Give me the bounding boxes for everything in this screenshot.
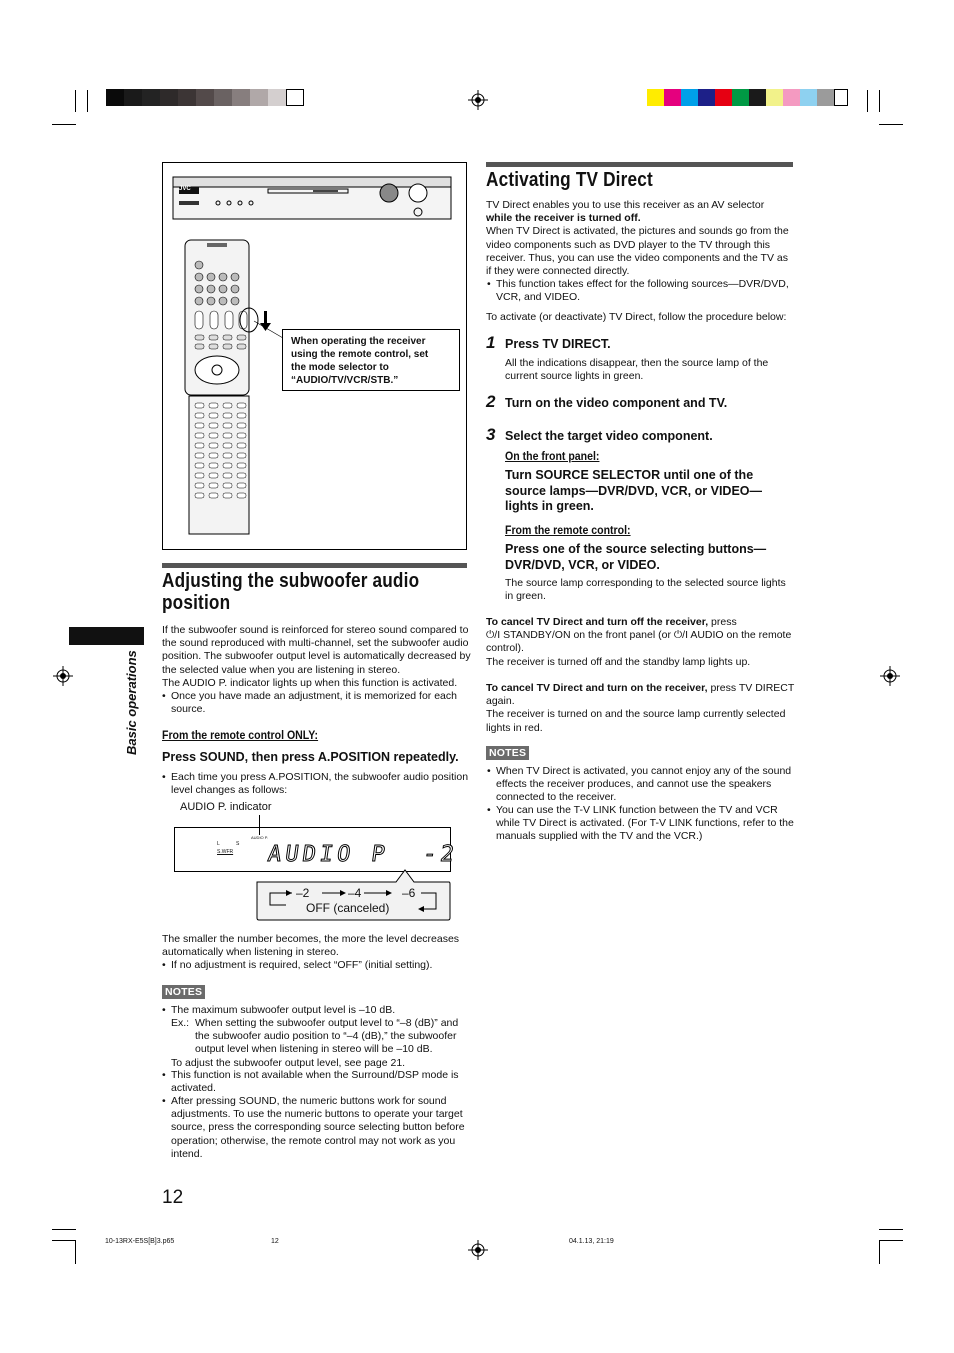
remote-instruction: Press one of the source selecting buttons— DVR/DVD, VCR, or VIDEO. [505, 542, 767, 572]
front-panel-label: On the front panel: [505, 449, 600, 463]
remote-control-label: From the remote control: [505, 523, 631, 537]
list-item: • Each time you press A.POSITION, the subwoofer audio position level changes as follows: [171, 771, 468, 797]
registration-mark-icon [468, 1240, 488, 1260]
list-item: • This function takes effect for the following sources—DVR/DVD, VCR, and VIDEO. [496, 278, 789, 304]
footer-file: 10-13RX-E5S[B]3.p65 [105, 1238, 175, 1245]
step-number: 1 [486, 333, 496, 352]
section-sidebar-label: Basic operations [124, 650, 139, 755]
crop-mark [879, 1240, 903, 1241]
press-instruction: Press SOUND, then press A.POSITION repeatedly. [162, 750, 459, 764]
section-rule [162, 563, 467, 568]
step-title: Turn on the video component and TV. [505, 396, 728, 410]
crop-mark [75, 90, 76, 112]
remote-only-label: From the remote control ONLY: [162, 728, 319, 742]
section-title-subwoofer: Adjusting the subwoofer audio position [162, 570, 420, 614]
crop-mark [52, 1229, 76, 1230]
remote-description: The source lamp corresponding to the selected source lights in green. [505, 577, 786, 603]
cycle-off: OFF (canceled) [306, 901, 390, 915]
section-tab-block [69, 627, 144, 645]
registration-mark-icon [53, 666, 73, 686]
note-item: • When TV Direct is activated, you cannot enjoy any of the sound effects the receiver produces, and cannot use the speakers connected to the receiver. [496, 765, 791, 805]
crop-mark [52, 124, 76, 125]
level-explanation: The smaller the number becomes, the more the level decreases automatically when listening in stereo. [162, 933, 460, 959]
note-item: • You can use the T-V LINK function between the TV and VCR while TV Direct is activated. (For T-V LINK functions, refer to the manuals supplied with the TV and the VCR.) [496, 804, 794, 844]
display-panel: L S S.WFR AUDIO P. AUDIO P -2 [174, 827, 451, 872]
footer-date: 04.1.13, 21:19 [569, 1238, 614, 1245]
list-item: • If no adjustment is required, select “OFF” (initial setting). [171, 959, 432, 972]
step-number: 3 [486, 425, 496, 444]
subwoofer-intro: If the subwoofer sound is reinforced for stereo sound compared to the sound reproduced with multi-channel, set the subwoofer audio position. The subwoofer output level is automatically decreased by the selected value when you are listening in stereo. The AUDIO P. indicator lights up when this function is activated. [162, 624, 471, 689]
notes-badge: NOTES [162, 985, 205, 999]
note-example: Ex.: When setting the subwoofer output level to “–8 (dB)” and the subwoofer audio position to “–4 (dB),” the subwoofer output level when listening in stereo will be –10 dB. To adjust the subwoofer output level, see page 21. [171, 1017, 459, 1069]
brand-logo: JVC [179, 186, 191, 192]
crop-mark [87, 90, 88, 112]
registration-mark-icon [880, 666, 900, 686]
crop-mark [879, 1240, 880, 1264]
receiver-remote-figure [162, 162, 467, 550]
power-icon: ⏻/I [486, 629, 504, 642]
cycle-step: –6 [402, 886, 416, 900]
notes-badge: NOTES [486, 746, 529, 760]
page-number: 12 [162, 1187, 184, 1208]
procedure-intro: To activate (or deactivate) TV Direct, follow the procedure below: [486, 311, 787, 323]
crop-mark [879, 124, 903, 125]
note-item: • The maximum subwoofer output level is –10 dB. [171, 1004, 395, 1017]
cycle-step: –4 [348, 886, 362, 900]
crop-mark [879, 1229, 903, 1230]
step-title: Press TV DIRECT. [505, 337, 611, 351]
crop-mark [867, 90, 868, 112]
step-description: All the indications disappear, then the source lamp of the current source lights in green. [505, 357, 769, 383]
mode-selector-callout: When operating the receiver using the remote control, set the mode selector to “AUDIO/TV/VCR/STB.” [282, 329, 460, 391]
section-title-tv-direct: Activating TV Direct [486, 169, 653, 191]
front-panel-instruction: Turn SOURCE SELECTOR until one of the source lamps—DVR/DVD, VCR, or VIDEO— lights in green. [505, 468, 763, 513]
cycle-step: –2 [296, 886, 310, 900]
tv-direct-intro: TV Direct enables you to use this receiver as an AV selector while the receiver is turned off. When TV Direct is activated, the pictures and sounds go from the video components such as DVD player to the TV through this receiver. Thus, you can use the video components and the TV as if they were connected directly. [486, 199, 789, 278]
registration-mark-icon [468, 90, 488, 110]
crop-mark [879, 90, 880, 112]
list-item: • Once you have made an adjustment, it is memorized for each source. [171, 690, 457, 716]
note-item: • This function is not available when the Surround/DSP mode is activated. [171, 1069, 459, 1095]
step-title: Select the target video component. [505, 429, 713, 443]
cancel-turn-off: To cancel TV Direct and turn off the receiver, press ⏻/I STANDBY/ON on the front panel (or ⏻/I AUDIO on the remote control). The receiver is turned off and the standby lamp lights up. [486, 616, 792, 668]
note-item: • After pressing SOUND, the numeric buttons work for sound adjustments. To use the numeric buttons to operate your target source, press the corresponding source selecting button before operation; otherwise, the remote control may not work as you intend. [171, 1095, 465, 1161]
crop-mark [75, 1240, 76, 1264]
cancel-turn-on: To cancel TV Direct and turn on the receiver, press TV DIRECT again. The receiver is turned on and the source lamp currently selected lights in red. [486, 682, 795, 734]
display-readout: AUDIO P -2 [266, 842, 460, 867]
step-number: 2 [486, 392, 496, 411]
power-icon: ⏻/I [673, 629, 688, 642]
footer-page: 12 [271, 1238, 279, 1245]
crop-mark [52, 1240, 76, 1241]
section-rule [486, 162, 793, 167]
audio-p-indicator-label: AUDIO P. indicator [180, 801, 272, 813]
